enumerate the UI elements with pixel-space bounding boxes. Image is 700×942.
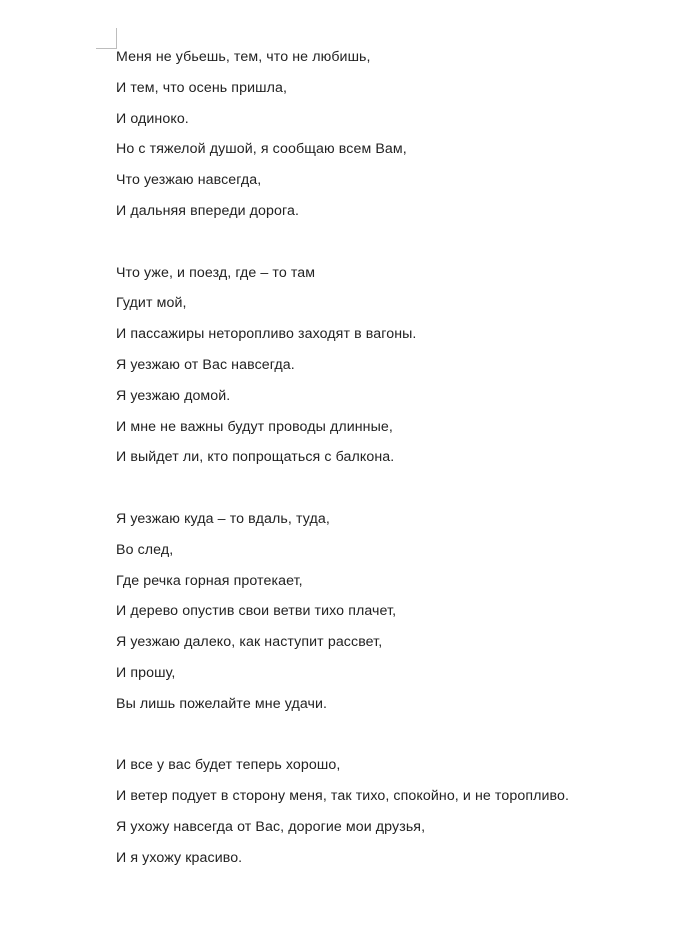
poem-line: Что уезжаю навсегда, (116, 172, 262, 189)
poem-line: Я ухожу навсегда от Вас, дорогие мои друзья, (116, 818, 426, 835)
page-margin-corner-mark (96, 28, 117, 49)
poem-line: И тем, что осень пришла, (116, 79, 288, 96)
poem-line: И дерево опустив свои ветви тихо плачет, (116, 603, 397, 620)
poem-line: И мне не важны будут проводы длинные, (116, 418, 393, 435)
poem-line: И ветер подует в сторону меня, так тихо, спокойно, и не торопливо. (116, 788, 570, 805)
poem-line: И одиноко. (116, 110, 189, 127)
stanza-3 (116, 504, 676, 720)
poem-line: Что уже, и поезд, где – то там (116, 264, 316, 281)
poem-line: И прошу, (116, 664, 176, 681)
poem-line: Где речка горная протекает, (116, 572, 303, 589)
poem-line: И все у вас будет теперь хорошо, (116, 757, 341, 774)
poem-line: Я уезжаю домой. (116, 387, 231, 404)
poem-line: Я уезжаю далеко, как наступит рассвет, (116, 634, 383, 651)
poem-text-body[interactable] (116, 42, 676, 904)
stanza-1 (116, 42, 676, 227)
poem-line: Но с тяжелой душой, я сообщаю всем Вам, (116, 141, 407, 158)
stanza-2 (116, 258, 676, 474)
poem-line: И дальняя впереди дорога. (116, 202, 299, 219)
poem-line: Я уезжаю куда – то вдаль, туда, (116, 510, 330, 527)
stanza-4 (116, 750, 676, 873)
poem-line: Гудит мой, (116, 295, 187, 312)
poem-line: И я ухожу красиво. (116, 849, 243, 866)
poem-line: Во след, (116, 541, 174, 558)
poem-line: Вы лишь пожелайте мне удачи. (116, 695, 328, 712)
poem-line: И выйдет ли, кто попрощаться с балкона. (116, 449, 395, 466)
poem-line: Меня не убьешь, тем, что не любишь, (116, 49, 371, 65)
poem-line: И пассажиры неторопливо заходят в вагоны. (116, 326, 417, 343)
poem-line: Я уезжаю от Вас навсегда. (116, 356, 295, 373)
